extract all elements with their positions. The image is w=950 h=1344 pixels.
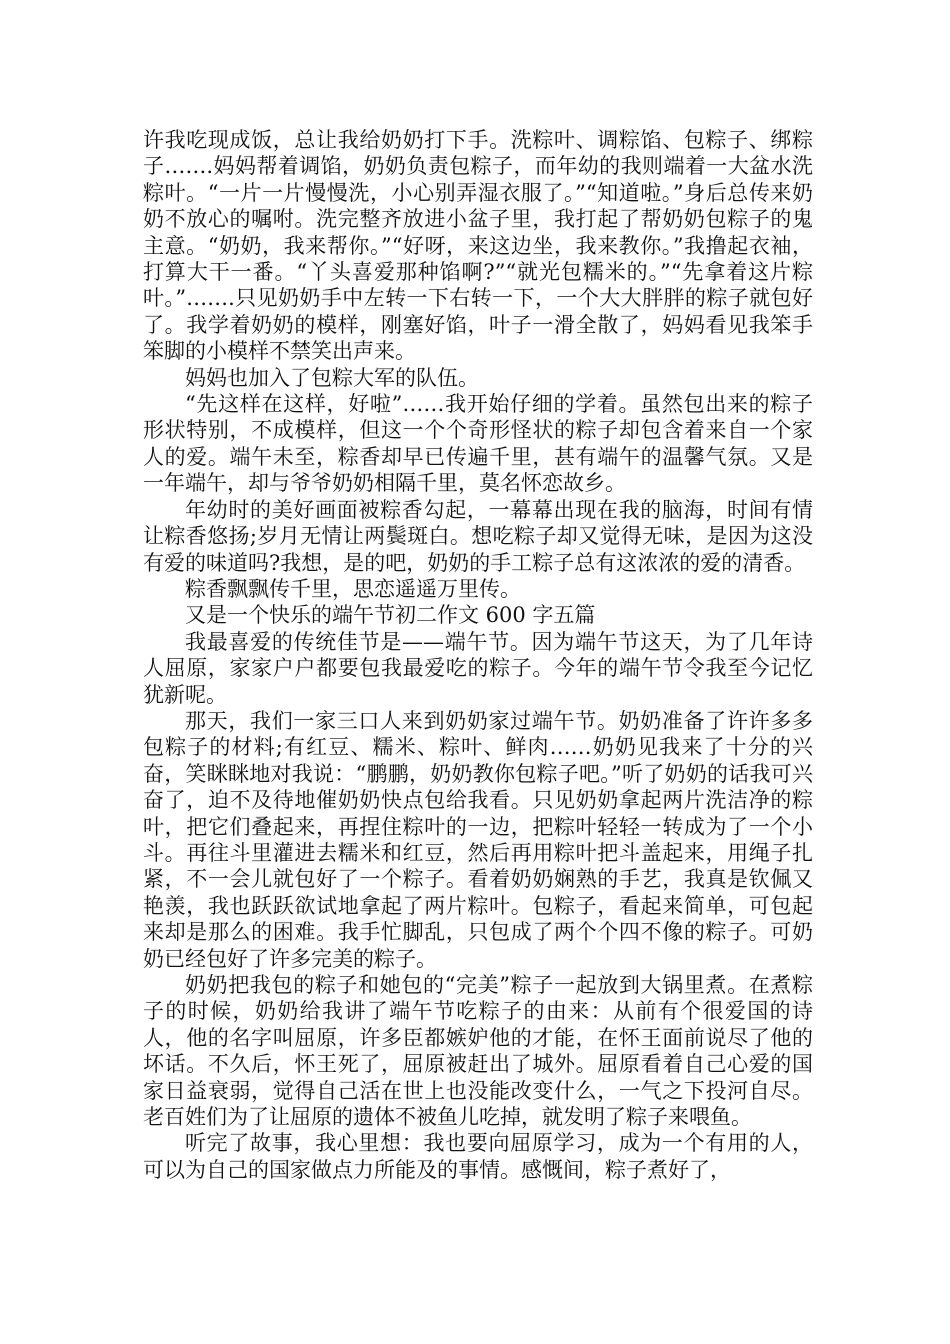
- paragraph: 听完了故事，我心里想：我也要向屈原学习，成为一个有用的人，可以为自己的国家做点力所能及的事情。感慨间，粽子煮好了，: [143, 1131, 813, 1182]
- paragraph: 我最喜爱的传统佳节是——端午节。因为端午节这天，为了几年诗人屈原，家家户户都要包我最爱吃的粽子。今年的端午节令我至今记忆犹新呢。: [143, 629, 813, 707]
- paragraph: “先这样在这样，好啦”……我开始仔细的学着。虽然包出来的粽子形状特别，不成模样，但这一个个奇形怪状的粽子却包含着来自一个家人的爱。端午未至，粽香却早已传遍千里，甚有端午的温馨气氛。又是一年端午，却与爷爷奶奶相隔千里，莫名怀恋故乡。: [143, 392, 813, 496]
- paragraph: 那天，我们一家三口人来到奶奶家过端午节。奶奶准备了许许多多包粽子的材料;有红豆、糯米、粽叶、鲜肉……奶奶见我来了十分的兴奋，笑眯眯地对我说：“鹏鹏，奶奶教你包粽子吧。”听了奶奶的话我可兴奋了，迫不及待地催奶奶快点包给我看。只见奶奶拿起两片洗洁净的粽叶，把它们叠起来，再捏住粽叶的一边，把粽叶轻轻一转成为了一个小斗。再往斗里灌进去糯米和红豆，然后再用粽叶把斗盖起来，用绳子扎紧，不一会儿就包好了一个粽子。看着奶奶娴熟的手艺，我真是钦佩又艳羡，我也跃跃欲试地拿起了两片粽叶。包粽子，看起来简单，可包起来却是那么的困难。我手忙脚乱，只包成了两个个四不像的粽子。可奶奶已经包好了许多完美的粽子。: [143, 708, 813, 971]
- paragraph: 粽香飘飘传千里，思恋遥遥万里传。: [185, 576, 521, 601]
- paragraph: 许我吃现成饭，总让我给奶奶打下手。洗粽叶、调粽馅、包粽子、绑粽子…….妈妈帮着调馅，奶奶负责包粽子，而年幼的我则端着一大盆水洗粽叶。“一片一片慢慢洗，小心别弄湿衣服了。”“知道啦。”身后总传来奶奶不放心的嘱咐。洗完整齐放进小盆子里，我打起了帮奶奶包粽子的鬼主意。“奶奶，我来帮你。”“好呀，来这边坐，我来教你。”我撸起衣袖，打算大干一番。“丫头喜爱那种馅啊?”“就光包糯米的。”“先拿着这片粽叶。”…….只见奶奶手中左转一下右转一下，一个大大胖胖的粽子就包好了。我学着奶奶的模样，刚塞好馅，叶子一滑全散了，妈妈看见我笨手笨脚的小模样不禁笑出声来。: [143, 128, 813, 364]
- section-title: 又是一个快乐的端午节初二作文 600 字五篇: [185, 603, 596, 628]
- paragraph: 妈妈也加入了包粽大军的队伍。: [185, 365, 479, 390]
- paragraph: 年幼时的美好画面被粽香勾起，一幕幕出现在我的脑海，时间有情让粽香悠扬;岁月无情让两鬓斑白。想吃粽子却又觉得无味，是因为这没有爱的味道吗?我想，是的吧，奶奶的手工粽子总有这浓浓的爱的清香。: [143, 497, 813, 575]
- paragraph: 奶奶把我包的粽子和她包的“完美”粽子一起放到大锅里煮。在煮粽子的时候，奶奶给我讲了端午节吃粽子的由来：从前有个很爱国的诗人，他的名字叫屈原，许多臣都嫉妒他的才能，在怀王面前说尽了他的坏话。不久后，怀王死了，屈原被赶出了城外。屈原看着自己心爱的国家日益衰弱，觉得自己活在世上也没能改变什么，一气之下投河自尽。老百姓们为了让屈原的遗体不被鱼儿吃掉，就发明了粽子来喂鱼。: [143, 973, 813, 1130]
- document-body: [143, 127, 813, 1183]
